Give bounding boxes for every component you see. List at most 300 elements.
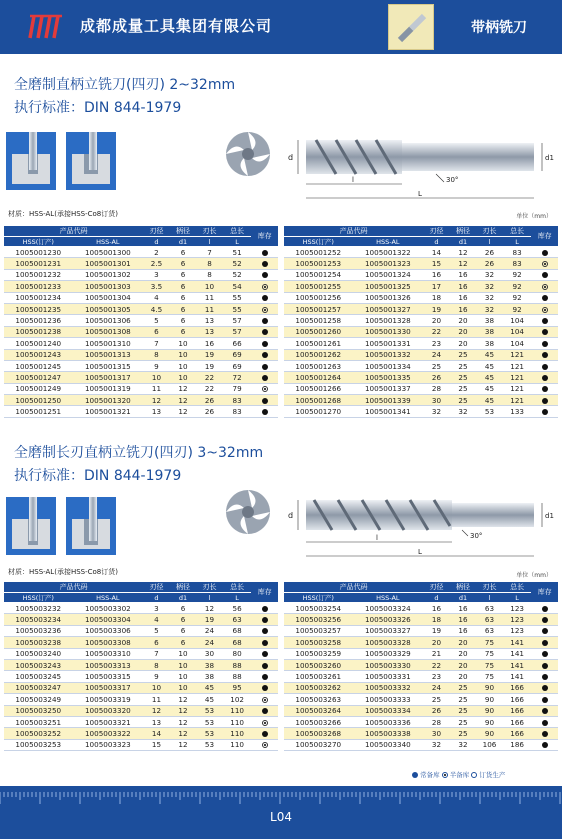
in-stock-icon — [262, 617, 268, 623]
stock-status — [531, 728, 558, 739]
hssal-code: 1005001305 — [73, 303, 144, 314]
hss-code: 1005003234 — [4, 614, 73, 625]
hdr-stock: 库存 — [251, 582, 278, 603]
in-stock-icon — [542, 617, 548, 623]
overall-length: 104 — [503, 315, 532, 326]
table-row — [284, 349, 558, 360]
cutting-diameter: 4.5 — [143, 303, 170, 314]
table-row — [4, 648, 278, 659]
overall-length: 52 — [223, 258, 252, 269]
in-stock-icon — [542, 640, 548, 646]
cutting-diameter: 26 — [423, 372, 450, 383]
cutting-diameter: 7 — [143, 338, 170, 349]
hss-code: 1005001254 — [284, 269, 353, 280]
stock-status — [251, 739, 278, 750]
flute-length: 45 — [196, 694, 223, 705]
table-row — [284, 395, 558, 406]
table-row — [284, 625, 558, 636]
hdr-code-group: 产品代码 — [4, 582, 143, 593]
hssal-code: 1005003340 — [353, 739, 424, 750]
hdr-d-name: 刃径 — [143, 582, 170, 593]
shank-diameter: 6 — [170, 303, 197, 314]
stock-status — [251, 258, 278, 269]
in-stock-icon — [262, 329, 268, 335]
flute-length: 90 — [476, 728, 503, 739]
cutting-diameter: 4 — [143, 292, 170, 303]
hdr-d-name: 刃径 — [143, 226, 170, 237]
shank-diameter: 25 — [450, 349, 477, 360]
shank-diameter: 25 — [450, 383, 477, 394]
hdr-L-name: 总长 — [503, 582, 532, 593]
table-row — [4, 247, 278, 258]
shank-diameter: 25 — [450, 682, 477, 693]
flute-length: 32 — [476, 303, 503, 314]
hss-code: 1005001240 — [4, 338, 73, 349]
shank-diameter: 16 — [450, 303, 477, 314]
category-title: 带柄铣刀 — [471, 20, 527, 36]
hssal-code: 1005001306 — [73, 315, 144, 326]
dim-d1-label: d1 — [545, 154, 554, 162]
flute-length: 38 — [476, 326, 503, 337]
overall-length: 121 — [503, 360, 532, 371]
cutting-diameter: 3 — [143, 603, 170, 614]
overall-length: 95 — [223, 682, 252, 693]
shank-diameter: 10 — [170, 659, 197, 670]
in-stock-icon — [262, 341, 268, 347]
shank-diameter: 16 — [450, 603, 477, 614]
in-stock-icon — [262, 409, 268, 415]
hss-code: 1005001245 — [4, 360, 73, 371]
stock-status — [251, 315, 278, 326]
overall-length: 51 — [223, 247, 252, 258]
cutting-diameter: 18 — [423, 292, 450, 303]
shank-diameter: 16 — [450, 614, 477, 625]
hss-code: 1005001260 — [284, 326, 353, 337]
flute-length: 8 — [196, 258, 223, 269]
overall-length: 141 — [503, 671, 532, 682]
cutting-diameter: 13 — [143, 716, 170, 727]
shank-diameter: 10 — [170, 338, 197, 349]
cutting-diameter: 9 — [143, 360, 170, 371]
shank-diameter: 20 — [450, 338, 477, 349]
shank-diameter: 16 — [450, 269, 477, 280]
overall-length: 68 — [223, 625, 252, 636]
hssal-code: 1005001322 — [353, 247, 424, 258]
shank-diameter: 6 — [170, 247, 197, 258]
hdr-l-name: 刃长 — [476, 226, 503, 237]
table-row — [284, 269, 558, 280]
dim-d1-label: d1 — [545, 512, 554, 520]
shank-diameter: 20 — [450, 315, 477, 326]
cutting-diameter: 28 — [423, 383, 450, 394]
hssal-code: 1005001335 — [353, 372, 424, 383]
hss-code: 1005001230 — [4, 247, 73, 258]
cutting-diameter: 16 — [423, 269, 450, 280]
overall-length: 88 — [223, 659, 252, 670]
tool-dimension-drawing-1 — [286, 126, 556, 206]
hssal-code: 1005003304 — [73, 614, 144, 625]
shank-diameter: 12 — [170, 406, 197, 417]
overall-length: 88 — [223, 671, 252, 682]
in-stock-icon — [542, 606, 548, 612]
hss-code: 1005001255 — [284, 281, 353, 292]
table-row — [4, 258, 278, 269]
shank-diameter: 25 — [450, 694, 477, 705]
cutting-diameter: 12 — [143, 705, 170, 716]
flute-length: 45 — [196, 682, 223, 693]
table-row — [4, 383, 278, 394]
table-row — [284, 637, 558, 648]
hdr-d1-sym: d1 — [170, 593, 197, 603]
flute-length: 63 — [476, 625, 503, 636]
hssal-code: 1005001331 — [353, 338, 424, 349]
hdr-l-name: 刃长 — [476, 582, 503, 593]
shank-diameter: 20 — [450, 659, 477, 670]
flute-length: 53 — [196, 716, 223, 727]
hssal-code: 1005001332 — [353, 349, 424, 360]
stock-status — [251, 648, 278, 659]
cutting-diameter: 5 — [143, 315, 170, 326]
hssal-code: 1005003332 — [353, 682, 424, 693]
table-row — [4, 360, 278, 371]
overall-length: 166 — [503, 694, 532, 705]
stock-status — [531, 739, 558, 750]
hssal-code: 1005001327 — [353, 303, 424, 314]
hss-code: 1005003238 — [4, 637, 73, 648]
in-stock-icon — [262, 663, 268, 669]
hdr-d1-sym: d1 — [450, 593, 477, 603]
hss-code: 1005001249 — [4, 383, 73, 394]
company-logo — [28, 12, 74, 42]
half-stock-icon — [262, 742, 268, 748]
hssal-code: 1005003306 — [73, 625, 144, 636]
hssal-code: 1005003330 — [353, 659, 424, 670]
overall-length: 186 — [503, 739, 532, 750]
shank-diameter: 25 — [450, 728, 477, 739]
hssal-code: 1005003324 — [353, 603, 424, 614]
hssal-code: 1005003328 — [353, 637, 424, 648]
flute-length: 26 — [476, 258, 503, 269]
cutting-diameter: 16 — [423, 603, 450, 614]
half-stock-icon — [262, 307, 268, 313]
flute-length: 11 — [196, 292, 223, 303]
overall-length: 166 — [503, 728, 532, 739]
stock-status — [531, 372, 558, 383]
section1-table-left — [4, 226, 278, 418]
cutting-diameter: 6 — [143, 637, 170, 648]
dim-l-label: l — [376, 534, 378, 542]
shank-diameter: 10 — [170, 648, 197, 659]
hss-code: 1005001253 — [284, 258, 353, 269]
flute-length: 24 — [196, 625, 223, 636]
hssal-code: 1005003338 — [353, 728, 424, 739]
overall-length: 63 — [223, 614, 252, 625]
table-row — [284, 694, 558, 705]
in-stock-icon — [542, 272, 548, 278]
stock-status — [251, 406, 278, 417]
hssal-code: 1005001337 — [353, 383, 424, 394]
hssal-code: 1005001330 — [353, 326, 424, 337]
in-stock-icon — [262, 272, 268, 278]
hssal-code: 1005003313 — [73, 659, 144, 670]
stock-status — [251, 292, 278, 303]
flute-length: 26 — [196, 406, 223, 417]
overall-length: 56 — [223, 603, 252, 614]
cutting-diameter: 30 — [423, 728, 450, 739]
table-row — [4, 315, 278, 326]
flute-length: 53 — [196, 705, 223, 716]
overall-length: 57 — [223, 326, 252, 337]
hssal-code: 1005003327 — [353, 625, 424, 636]
shank-diameter: 6 — [170, 269, 197, 280]
stock-status — [531, 360, 558, 371]
cutting-diameter: 2.5 — [143, 258, 170, 269]
overall-length: 83 — [503, 247, 532, 258]
cutting-diameter: 8 — [143, 349, 170, 360]
flute-length: 90 — [476, 705, 503, 716]
hss-code: 1005001268 — [284, 395, 353, 406]
hss-code: 1005003266 — [284, 716, 353, 727]
hdr-d1-sym: d1 — [450, 237, 477, 247]
hdr-d-sym: d — [143, 593, 170, 603]
hssal-code: 1005001321 — [73, 406, 144, 417]
table-row — [4, 671, 278, 682]
flute-length: 13 — [196, 326, 223, 337]
hss-code: 1005001261 — [284, 338, 353, 349]
stock-status — [531, 258, 558, 269]
in-stock-icon — [262, 398, 268, 404]
stock-status — [251, 694, 278, 705]
in-stock-icon — [542, 398, 548, 404]
table-row — [284, 614, 558, 625]
cutting-diameter: 7 — [143, 648, 170, 659]
hssal-code: 1005001326 — [353, 292, 424, 303]
shank-diameter: 10 — [170, 349, 197, 360]
hdr-L-name: 总长 — [223, 226, 252, 237]
flute-length: 13 — [196, 315, 223, 326]
cutting-diameter: 32 — [423, 739, 450, 750]
hss-code: 1005001256 — [284, 292, 353, 303]
hssal-code: 1005001323 — [353, 258, 424, 269]
in-stock-icon — [542, 250, 548, 256]
cutting-diameter: 32 — [423, 406, 450, 417]
overall-length: 66 — [223, 338, 252, 349]
flute-length: 53 — [196, 728, 223, 739]
dim-d-label: d — [288, 511, 294, 520]
table-row — [4, 625, 278, 636]
table-row — [284, 372, 558, 383]
flute-length: 53 — [476, 406, 503, 417]
hss-code: 1005001234 — [4, 292, 73, 303]
cutting-diameter: 6 — [143, 326, 170, 337]
table-row — [284, 603, 558, 614]
cutting-diameter: 24 — [423, 349, 450, 360]
hdr-code-group: 产品代码 — [4, 226, 143, 237]
in-stock-icon — [542, 375, 548, 381]
overall-length: 80 — [223, 648, 252, 659]
stock-status — [531, 716, 558, 727]
hss-code: 1005001251 — [4, 406, 73, 417]
hssal-code: 1005003334 — [353, 705, 424, 716]
cutting-diameter: 19 — [423, 625, 450, 636]
in-stock-icon — [542, 685, 548, 691]
flute-length: 11 — [196, 303, 223, 314]
flute-length: 22 — [196, 383, 223, 394]
hssal-code: 1005003315 — [73, 671, 144, 682]
hssal-code: 1005001328 — [353, 315, 424, 326]
hdr-L-sym: L — [503, 593, 532, 603]
shank-diameter: 6 — [170, 603, 197, 614]
overall-length: 54 — [223, 281, 252, 292]
cutting-diameter: 20 — [423, 315, 450, 326]
overall-length: 69 — [223, 360, 252, 371]
hssal-code: 1005003320 — [73, 705, 144, 716]
overall-length: 102 — [223, 694, 252, 705]
legend-in-stock: 常备库 — [420, 771, 440, 779]
stock-status — [251, 349, 278, 360]
cutting-diameter: 25 — [423, 694, 450, 705]
stock-status — [251, 281, 278, 292]
in-stock-icon — [262, 250, 268, 256]
in-stock-icon — [542, 742, 548, 748]
flute-length: 19 — [196, 614, 223, 625]
in-stock-icon — [542, 318, 548, 324]
in-stock-icon — [262, 674, 268, 680]
flute-length: 106 — [476, 739, 503, 750]
shank-diameter: 10 — [170, 671, 197, 682]
in-stock-icon — [542, 386, 548, 392]
hssal-code: 1005003333 — [353, 694, 424, 705]
in-stock-icon — [412, 772, 418, 778]
hssal-code: 1005003319 — [73, 694, 144, 705]
shank-diameter: 25 — [450, 372, 477, 383]
hssal-code: 1005001325 — [353, 281, 424, 292]
in-stock-icon — [262, 261, 268, 267]
hss-code: 1005003261 — [284, 671, 353, 682]
overall-length: 79 — [223, 383, 252, 394]
flute-length: 19 — [196, 349, 223, 360]
stock-status — [251, 603, 278, 614]
table-row — [4, 338, 278, 349]
overall-length: 72 — [223, 372, 252, 383]
hdr-L-sym: L — [223, 237, 252, 247]
in-stock-icon — [542, 409, 548, 415]
table-row — [4, 716, 278, 727]
flute-length: 90 — [476, 694, 503, 705]
overall-length: 83 — [503, 258, 532, 269]
hdr-code-group: 产品代码 — [284, 582, 423, 593]
shank-diameter: 32 — [450, 739, 477, 750]
shank-diameter: 12 — [170, 705, 197, 716]
shank-diameter: 6 — [170, 637, 197, 648]
shank-diameter: 12 — [170, 395, 197, 406]
hssal-code: 1005001304 — [73, 292, 144, 303]
stock-status — [251, 728, 278, 739]
cutting-diameter: 3 — [143, 269, 170, 280]
in-stock-icon — [542, 663, 548, 669]
flute-length: 45 — [476, 349, 503, 360]
hdr-d-sym: d — [423, 593, 450, 603]
overall-length: 57 — [223, 315, 252, 326]
flute-length: 75 — [476, 659, 503, 670]
section1-material: 材质：HSS-AL(承接HSS-Co8订货) — [8, 210, 118, 218]
overall-length: 166 — [503, 705, 532, 716]
in-stock-icon — [262, 651, 268, 657]
hss-code: 1005001231 — [4, 258, 73, 269]
hss-code: 1005003253 — [4, 739, 73, 750]
milling-photo-4 — [66, 497, 116, 555]
hdr-d1-name: 柄径 — [450, 226, 477, 237]
stock-status — [531, 671, 558, 682]
cutting-diameter: 13 — [143, 406, 170, 417]
hssal-code: 1005003323 — [73, 739, 144, 750]
overall-length: 83 — [223, 406, 252, 417]
flute-length: 38 — [196, 671, 223, 682]
cutting-diameter: 14 — [143, 728, 170, 739]
shank-diameter: 6 — [170, 625, 197, 636]
flute-length: 16 — [196, 338, 223, 349]
hss-code: 1005001233 — [4, 281, 73, 292]
hss-code: 1005001247 — [4, 372, 73, 383]
hdr-d-sym: d — [143, 237, 170, 247]
table-row — [284, 360, 558, 371]
table-row — [284, 648, 558, 659]
flute-length: 75 — [476, 671, 503, 682]
legend-half-stock: 半备库 — [449, 771, 470, 779]
flute-cross-section-icon — [222, 486, 274, 538]
overall-length: 110 — [223, 716, 252, 727]
hdr-hss: HSS(订产) — [284, 593, 353, 603]
cutting-diameter: 30 — [423, 395, 450, 406]
hss-code: 1005001252 — [284, 247, 353, 258]
hss-code: 1005003236 — [4, 625, 73, 636]
hssal-code: 1005001301 — [73, 258, 144, 269]
overall-length: 92 — [503, 292, 532, 303]
flute-length: 90 — [476, 716, 503, 727]
overall-length: 141 — [503, 648, 532, 659]
hdr-l-sym: l — [476, 237, 503, 247]
hssal-code: 1005003322 — [73, 728, 144, 739]
table-row — [4, 637, 278, 648]
in-stock-icon — [542, 720, 548, 726]
stock-status — [531, 625, 558, 636]
flute-length: 45 — [476, 383, 503, 394]
cutting-diameter: 26 — [423, 705, 450, 716]
shank-diameter: 32 — [450, 406, 477, 417]
hss-code: 1005001232 — [4, 269, 73, 280]
overall-length: 123 — [503, 625, 532, 636]
table-row — [284, 739, 558, 750]
flute-length: 63 — [476, 603, 503, 614]
shank-diameter: 25 — [450, 395, 477, 406]
overall-length: 110 — [223, 739, 252, 750]
table-row — [284, 258, 558, 269]
flute-length: 75 — [476, 637, 503, 648]
flute-length: 10 — [196, 281, 223, 292]
stock-status — [251, 659, 278, 670]
hss-code: 1005003268 — [284, 728, 353, 739]
hdr-L-sym: L — [503, 237, 532, 247]
table-row — [4, 705, 278, 716]
flute-length: 12 — [196, 603, 223, 614]
section2-standard: 执行标准：DIN 844-1979 — [14, 468, 182, 484]
cutting-diameter: 23 — [423, 338, 450, 349]
stock-status — [531, 682, 558, 693]
cutting-diameter: 14 — [423, 247, 450, 258]
shank-diameter: 20 — [450, 637, 477, 648]
page-number: L04 — [270, 810, 292, 824]
hss-code: 1005001236 — [4, 315, 73, 326]
